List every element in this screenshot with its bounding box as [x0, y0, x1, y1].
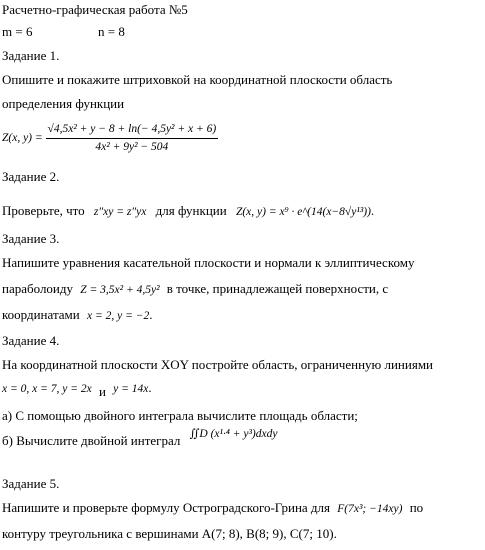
task3-coords: x = 2, y = −2: [87, 310, 150, 322]
task5-heading: Задание 5.: [2, 476, 60, 491]
task3-text1: Напишите уравнения касательной плоскости и нормали к эллиптическому: [2, 255, 415, 270]
task4-text1: На координатной плоскости XOY постройте область, ограниченную линиями: [2, 357, 434, 372]
task1-text1: Опишите и покажите штриховкой на координатной плоскости область: [2, 72, 393, 87]
task4-end: .: [148, 380, 152, 395]
task1-formula: [2, 122, 218, 155]
task4-part-a: а) С помощью двойного интеграла вычислите площадь области;: [2, 408, 358, 423]
task4-and: и: [98, 384, 106, 399]
task2-check: z″xy = z″yx: [93, 206, 147, 218]
task4-heading: Задание 4.: [2, 333, 60, 348]
task2-text2: для функции: [155, 203, 227, 218]
task3-line2: [2, 281, 388, 298]
task2-func: Z(x, y) = x⁹ · e^(14(x−8√y¹³)): [235, 206, 371, 218]
task5-text1b: по: [409, 500, 424, 515]
task5-line1: [2, 500, 423, 517]
formula-denominator: 4x² + 9y² − 504: [95, 141, 169, 153]
task2-end: .: [370, 203, 375, 218]
task3-line3: [2, 307, 153, 324]
document-title: Расчетно-графическая работа №5: [2, 2, 188, 17]
task3-text2a: параболоиду: [2, 281, 73, 296]
formula-numerator: √4,5x² + y − 8 + ln(− 4,5y² + x + 6): [46, 122, 219, 139]
task4-part-b: б) Вычислите двойной интеграл: [2, 433, 181, 448]
param-n: n = 8: [98, 24, 125, 39]
task2-heading: Задание 2.: [2, 169, 60, 184]
task5-text1a: Напишите и проверьте формулу Остроградского-Грина для: [2, 500, 331, 515]
task3-text2b: в точке, принадлежащей поверхности, с: [166, 281, 389, 296]
task2-text1: Проверьте, что: [2, 203, 85, 218]
task1-heading: Задание 1.: [2, 48, 60, 63]
task3-surface: Z = 3,5x² + 4,5y²: [80, 284, 160, 296]
task5-text2: контуру треугольника с вершинами A(7; 8), B(8; 9), C(7; 10).: [2, 526, 337, 541]
formula-lhs: Z(x, y) =: [2, 132, 43, 145]
task4-integral: ∬D (x¹·⁴ + y³)dxdy: [189, 428, 278, 440]
task3-heading: Задание 3.: [2, 231, 60, 246]
task3-text3a: координатами: [2, 307, 80, 322]
task3-end: .: [149, 307, 153, 322]
param-m: m = 6: [2, 24, 33, 39]
task1-text2: определения функции: [2, 96, 125, 111]
formula-fraction: [46, 122, 219, 155]
task5-field: F(7x³; −14xy): [337, 503, 403, 515]
task4-part-b-line: [2, 425, 278, 448]
task4-lines: [2, 380, 152, 397]
task2-line: [2, 203, 374, 220]
task4-last-line: y = 14x: [113, 383, 149, 395]
task4-boundaries: x = 0, x = 7, y = 2x: [2, 383, 92, 395]
